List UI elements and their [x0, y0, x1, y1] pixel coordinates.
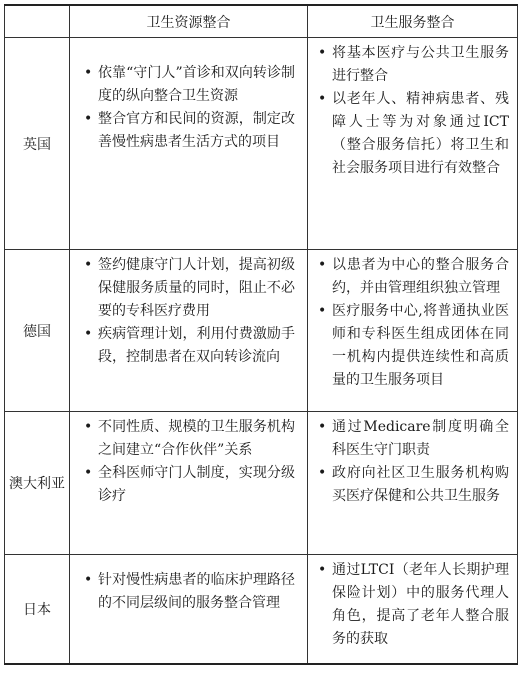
service-cell: [308, 412, 518, 555]
list-item: • 以患者为中心的整合服务合约，并由管理组织独立管理: [318, 254, 509, 300]
list-item: • 将基本医疗与公共卫生服务进行整合: [318, 42, 509, 88]
service-cell: [308, 555, 518, 665]
list-item: • 依靠“守门人”首诊和双向转诊制度的纵向整合卫生资源: [84, 62, 295, 108]
bullet-list: [318, 416, 509, 508]
bullet-list: [84, 62, 295, 154]
list-item: • 疾病管理计划，利用付费激励手段，控制患者在双向转诊流向: [84, 323, 295, 369]
bullet-list: [318, 254, 509, 392]
bullet-list: [318, 42, 509, 180]
list-item: • 全科医师守门人制度，实现分级诊疗: [84, 462, 295, 508]
list-item: • 通过LTCI（老年人长期护理保险计划）中的服务代理人角色，提高了老年人整合服务的获取: [318, 559, 509, 651]
country-cell: 德国: [5, 250, 70, 412]
resource-cell: [70, 555, 308, 665]
list-item: • 政府向社区卫生服务机构购买医疗保健和公共卫生服务: [318, 462, 509, 508]
list-item: • 以老年人、精神病患者、残障人士等为对象通过ICT（整合服务信托）将卫生和社会服务项目进行有效整合: [318, 88, 509, 180]
list-item: • 整合官方和民间的资源，制定改善慢性病患者生活方式的项目: [84, 108, 295, 154]
header-service-integration: 卫生服务整合: [308, 5, 518, 38]
service-cell: [308, 250, 518, 412]
list-item: • 签约健康守门人计划，提高初级保健服务质量的同时，阻止不必要的专科医疗费用: [84, 254, 295, 323]
country-cell: 日本: [5, 555, 70, 665]
bullet-list: [84, 254, 295, 369]
table-row-japan: [5, 555, 518, 665]
header-resource-integration: 卫生资源整合: [70, 5, 308, 38]
table-row-australia: [5, 412, 518, 555]
service-cell: [308, 38, 518, 250]
bullet-list: [84, 416, 295, 508]
bullet-list: [84, 569, 295, 615]
header-row: [5, 5, 518, 38]
header-empty: [5, 5, 70, 38]
list-item: • 医疗服务中心,将普通执业医师和专科医生组成团体在同一机构内提供连续性和高质量的卫生服务项目: [318, 300, 509, 392]
bullet-list: [318, 559, 509, 651]
table-row-uk: [5, 38, 518, 250]
resource-cell: [70, 250, 308, 412]
resource-cell: [70, 412, 308, 555]
list-item: • 针对慢性病患者的临床护理路径的不同层级间的服务整合管理: [84, 569, 295, 615]
list-item: • 不同性质、规模的卫生服务机构之间建立“合作伙伴”关系: [84, 416, 295, 462]
country-cell: 英国: [5, 38, 70, 250]
list-item: • 通过Medicare制度明确全科医生守门职责: [318, 416, 509, 462]
resource-cell: [70, 38, 308, 250]
country-cell: 澳大利亚: [5, 412, 70, 555]
table-row-germany: [5, 250, 518, 412]
comparison-table: [4, 4, 518, 665]
